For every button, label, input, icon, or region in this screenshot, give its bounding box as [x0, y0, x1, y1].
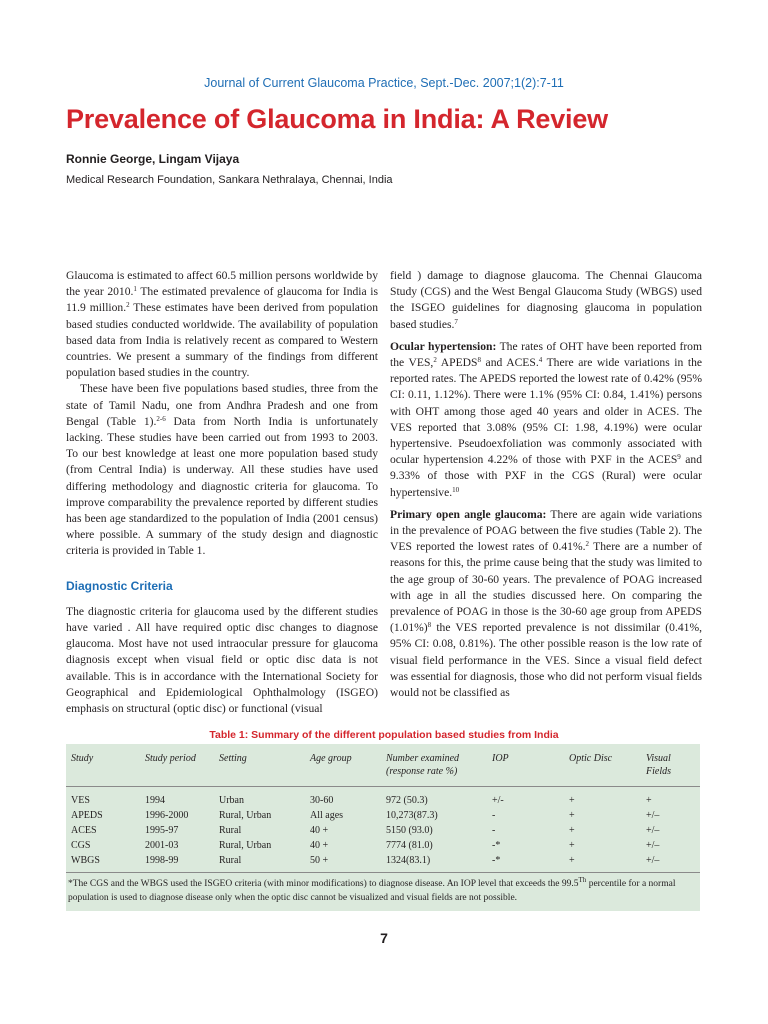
table-cell: + [564, 853, 641, 873]
table-cell: 972 (50.3) [386, 795, 428, 806]
paragraph-criteria: The diagnostic criteria for glaucoma used by the different studies have varied . All have required optic disc changes to diagnose glaucoma. Most have not used intraocular pressure for glaucoma diagnosis except when visual field or optic disc data is not available. This is in accordance with the International Society for Geographical and Epidemiological Ophthalmology (ISGEO) emphasis on structural (optic disc) or functional (visual [66, 604, 378, 716]
table-cell: WBGS [66, 853, 140, 873]
article-title: Prevalence of Glaucoma in India: A Review [66, 104, 608, 134]
paragraph-studies: These have been five populations based studies, three from the state of Tamil Nadu, one from Andhra Pradesh and one from Bengal (Table 1).$^{2-6}$ Data from North India is unfortunately lacking. These studies have been carried out from 1993 to 2003. To our best knowledge at least one more population based study (from Central India) is underway. All these studies have used differing methodology and diagnostic criteria for glaucoma. To improve comparability the prevalence reported by different studies has been age standardized to the population of India (2001 census) where possible. A summary of the study design and diagnostic criteria is provided in Table 1. [66, 382, 378, 558]
col-header-iop: IOP [487, 744, 564, 787]
table-cell: 1998-99 [140, 853, 214, 873]
table-cell: Rural [214, 853, 305, 873]
paragraph-intro: Glaucoma is estimated to affect 60.5 million persons worldwide by the year 2010.$^1$ The estimated prevalence of glaucoma for India is 11.9 million.$^2$ These estimates have been derived from population based studies conducted worldwide. The availability of population based data from India is relatively recent as compared to Western countries. We present a summary of the findings from different population based studies in the country. [66, 269, 379, 380]
col-header-number: Number examined (response rate %) [381, 744, 487, 787]
table-cell: -* [487, 853, 564, 873]
table-cell: 10,273(87.3) [386, 810, 438, 821]
col-header-age: Age group [305, 744, 381, 787]
table-cell: 1994 [145, 795, 165, 806]
table-cell: 7774 (81.0) [386, 840, 433, 851]
col-header-study: Study [66, 744, 140, 787]
table-row [66, 853, 700, 873]
table-cell: + [646, 795, 652, 806]
table-cell: - [492, 825, 496, 836]
table-cell: + [569, 810, 575, 821]
left-column [66, 268, 378, 717]
table-cell: 5150 (93.0) [386, 825, 433, 836]
table-cell: +/– [646, 810, 660, 821]
affiliation: Medical Research Foundation, Sankara Nethralaya, Chennai, India [66, 174, 393, 186]
col-header-period: Study period [140, 744, 214, 787]
table-cell: 2001-03 [145, 840, 179, 851]
table-cell: + [569, 840, 575, 851]
table-container [66, 744, 700, 911]
table-caption: Table 1: Summary of the different population based studies from India [209, 729, 559, 741]
table-cell: 1995-97 [145, 825, 179, 836]
table-cell: 1996-2000 [145, 810, 189, 821]
table-row [66, 823, 700, 838]
table-cell: 30-60 [310, 795, 334, 806]
table-header-row [66, 744, 700, 787]
table-cell: CGS [71, 840, 91, 851]
col-header-visual-fields: Visual Fields [641, 744, 700, 787]
table-cell: Rural [219, 825, 242, 836]
table-cell: +/– [646, 840, 660, 851]
journal-citation: Journal of Current Glaucoma Practice, Sept.-Dec. 2007;1(2):7-11 [204, 76, 564, 90]
authors: Ronnie George, Lingam Vijaya [66, 152, 240, 166]
table-cell: 50 + [305, 853, 381, 873]
right-column [390, 268, 702, 701]
table-row [66, 808, 700, 823]
table-cell: Rural, Urban [219, 810, 272, 821]
table-footnote: *The CGS and the WBGS used the ISGEO criteria (with minor modifications) to diagnose disease. An IOP level that exceeds the 99.5Th percentile for a normal population is used to diagnose disease only when the optic disc cannot be visualized and visual fields are not possible. [68, 876, 676, 903]
col-header-setting: Setting [214, 744, 305, 787]
summary-table [66, 744, 700, 873]
table-cell: 40 + [310, 840, 329, 851]
paragraph-ocular-hypertension: Ocular hypertension: The rates of OHT have been reported from the VES,$^2$ APEDS$^8$ and ACES.$^4$ There are wide variations in the reported rates. The APEDS reported the lowest rate of 0.42% (95% CI: 0.11, 1.12%). There were 1.1% (95% CI: 0.84, 1.41%) persons with OHT among those aged 40 years and older in ACES. The VES reported that 3.08% (95% CI: 1.98, 4.19%) were ocular hypertensive. Pseudoexfoliation was commonly associated with ocular hypertension 4.22% of those with PXF in the ACES$^9$ and 9.33% of those with PXF in the CGS (Rural) were ocular hypertensive.$^{10}$ [390, 339, 703, 499]
col-header-optic-disc: Optic Disc [564, 744, 641, 787]
table-cell: Rural, Urban [219, 840, 272, 851]
table-cell: + [569, 825, 575, 836]
run-in-heading-poag: Primary open angle glaucoma: [390, 507, 547, 521]
table-cell: - [492, 810, 496, 821]
table-cell: +/– [641, 853, 700, 873]
table-cell: 1324(83.1) [381, 853, 487, 873]
table-cell: +/– [646, 825, 660, 836]
table-cell: All ages [310, 810, 344, 821]
paragraph-criteria-cont: field ) damage to diagnose glaucoma. The Chennai Glaucoma Study (CGS) and the West Bengal Glaucoma Study (WBGS) used the ISGEO guidelines for diagnosing glaucoma in population based studies.$^7$ [390, 269, 702, 331]
table-row [66, 787, 700, 809]
table-cell: -* [492, 840, 501, 851]
table-cell: Urban [219, 795, 244, 806]
table-cell: 40 + [310, 825, 329, 836]
table-row [66, 838, 700, 853]
table-cell: +/- [492, 795, 504, 806]
run-in-heading-oht: Ocular hypertension: [390, 339, 497, 353]
page-number: 7 [380, 930, 388, 946]
table-cell: VES [71, 795, 90, 806]
table-cell: APEDS [71, 810, 103, 821]
table-cell: ACES [71, 825, 97, 836]
paragraph-poag: Primary open angle glaucoma: There are again wide variations in the prevalence of POAG between the five studies (Table 2). The VES reported the lowest rates of 0.41%.$^2$ There are a number of reasons for this, the prime cause being that the study was limited to the age group of 30-60 years. The prevalence of POAG increased with age in all the studies discussed here. On comparing the prevalence of POAG in those is the 30-60 age group from APEDS $(1.01\%)^8$ the VES reported prevalence is not dissimilar (0.41%, 95% CI: 0.08, 0.81%). The other possible reason is the low rate of visual field performance in the VES. Since a visual field defect was essential for diagnosis, those who did not perform visual fields would not be classified as [390, 507, 703, 700]
section-heading: Diagnostic Criteria [66, 578, 173, 593]
table-cell: + [569, 795, 575, 806]
